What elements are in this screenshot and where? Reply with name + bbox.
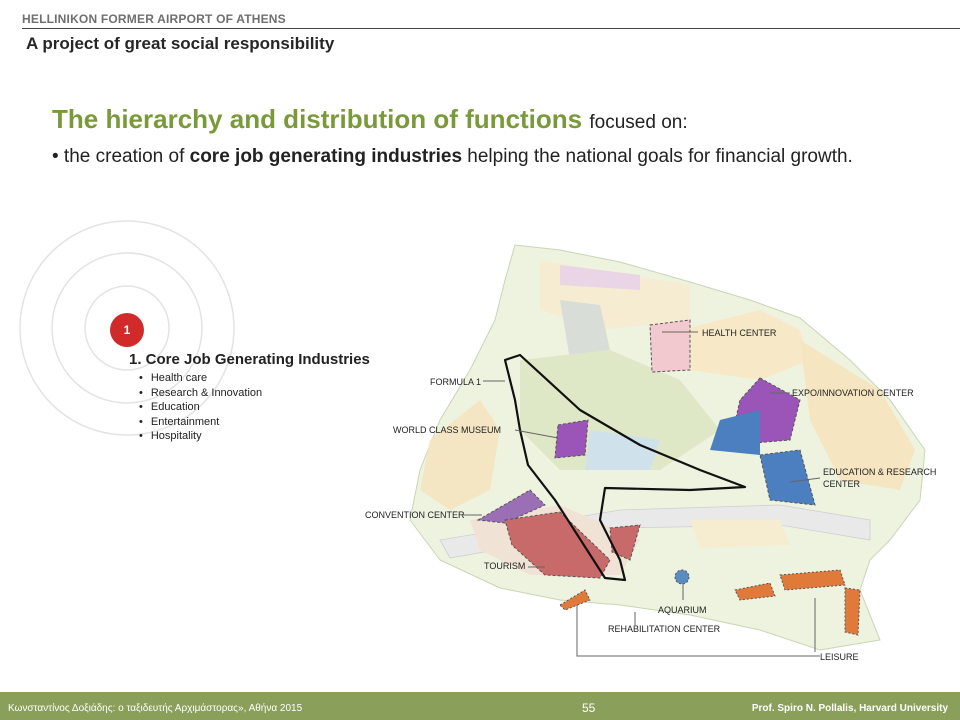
list-item: • Entertainment — [139, 415, 262, 430]
label-education: EDUCATION & RESEARCH — [823, 467, 937, 477]
category-number-badge: 1 — [110, 313, 144, 347]
label-expo: EXPO/INNOVATION CENTER — [792, 388, 914, 398]
bullet-text — [52, 143, 912, 171]
master-plan-map — [360, 238, 930, 678]
label-aquarium: AQUARIUM — [658, 605, 707, 615]
header-divider — [22, 28, 960, 29]
list-item: • Education — [139, 400, 262, 415]
footer-right-text: Prof. Spiro N. Pollalis, Harvard University — [751, 703, 948, 714]
label-formula1: FORMULA 1 — [430, 377, 482, 387]
footer-left-text: Κωνσταντίνος Δοξιάδης: ο ταξιδευτής Αρχιμάστορας», Αθήνα 2015 — [8, 703, 303, 714]
label-health-center: HEALTH CENTER — [702, 328, 777, 338]
bullet-bold: core job generating industries — [189, 146, 463, 167]
slide-heading — [52, 104, 688, 135]
heading-rest: focused on: — [589, 112, 688, 133]
label-rehab: REHABILITATION CENTER — [608, 624, 721, 634]
label-convention: CONVENTION CENTER — [365, 510, 465, 520]
label-leisure: LEISURE — [820, 652, 859, 662]
page-number: 55 — [582, 701, 596, 715]
footer-bar — [0, 692, 960, 720]
slide-subtitle: A project of great social responsibility — [26, 34, 335, 53]
label-tourism: TOURISM — [484, 561, 526, 571]
list-item: • Health care — [139, 371, 262, 386]
heading-highlight: The hierarchy and distribution of functions — [52, 104, 583, 134]
bullet-post: helping the national goals for financial growth. — [462, 146, 853, 167]
category-title: 1. Core Job Generating Industries — [129, 351, 370, 368]
deck-title: HELLINIKON FORMER AIRPORT OF ATHENS — [22, 12, 286, 26]
bullet-pre: • the creation of — [52, 146, 190, 167]
label-museum: WORLD CLASS MUSEUM — [393, 425, 502, 435]
label-education-line2: CENTER — [823, 479, 861, 489]
list-item: • Research & Innovation — [139, 386, 262, 401]
category-list — [139, 371, 262, 444]
list-item: • Hospitality — [139, 429, 262, 444]
